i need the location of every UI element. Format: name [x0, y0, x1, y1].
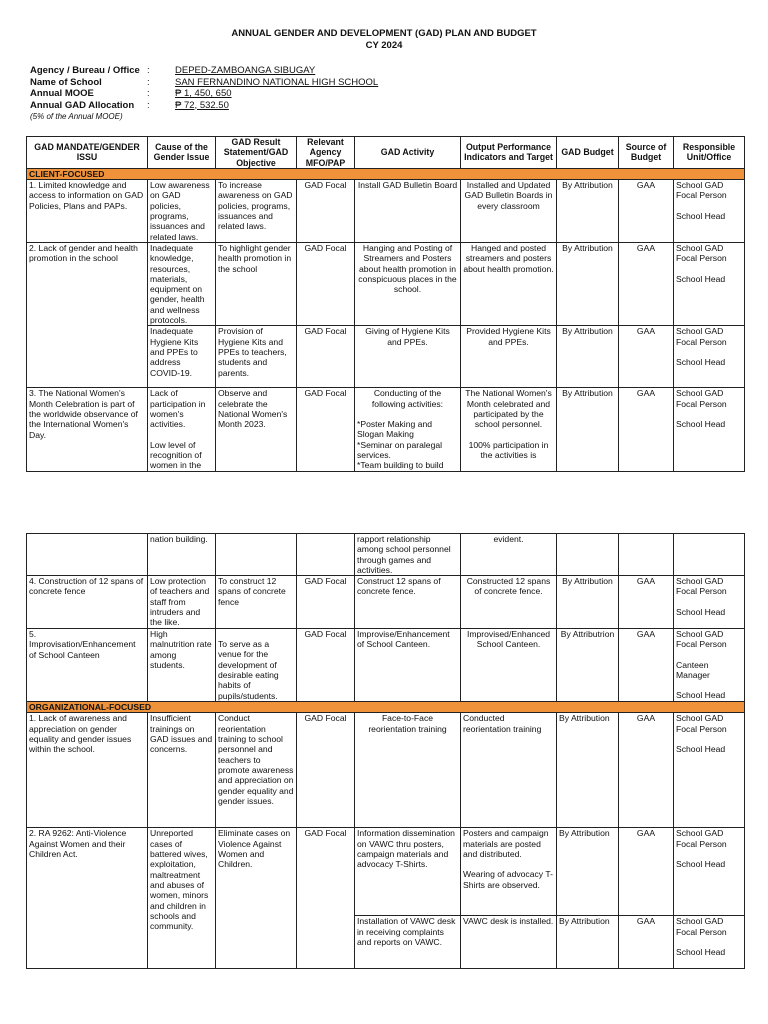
responsible-cell: [674, 629, 745, 702]
responsible-line: School GAD Focal Person: [676, 242, 727, 264]
info-row-school: [30, 77, 378, 89]
mandate-cell: 4. Construction of 12 spans of concrete fence: [27, 576, 148, 629]
table-row: [27, 180, 745, 243]
budget-cell: By Attribution: [557, 326, 619, 388]
agency-info: [30, 65, 378, 123]
responsible-cell: [674, 713, 745, 828]
mandate-cell: 2. RA 9262: Anti-Violence Against Women and their Children Act.: [27, 828, 148, 969]
column-header: Cause of the Gender Issue: [148, 137, 216, 169]
cause-cell: High malnutrition rate among students.: [148, 629, 216, 702]
activity-cell: Face-to-Face reorientation training: [355, 713, 461, 828]
responsible-cell: [674, 828, 745, 916]
objective-cell: Provision of Hygiene Kits and PPEs to teachers, students and parents.: [216, 326, 297, 388]
activity-cell: Giving of Hygiene Kits and PPEs.: [355, 326, 461, 388]
info-colon: :: [147, 65, 150, 76]
cause-cell: Inadequate knowledge, resources, materials, equipment on gender, health and wellness protocols.: [148, 242, 216, 325]
responsible-cell: [674, 388, 745, 472]
info-value: ₱ 72, 532.50: [175, 99, 229, 111]
cause-cell: Unreported cases of battered wives, exploitation, maltreatment and abuses of women, minors and children in schools and community.: [148, 828, 216, 969]
activity-cell: Install GAD Bulletin Board: [355, 180, 461, 243]
table-row: [27, 629, 745, 702]
source-cell: GAA: [619, 828, 674, 916]
cause-cell: Low awareness on GAD policies, programs, issuances and related laws.: [148, 180, 216, 243]
objective-line: To serve as a venue for the development of desirable eating habits of: [218, 639, 279, 691]
table-row: [27, 713, 745, 828]
info-value: ₱ 1, 450, 650: [175, 88, 232, 99]
output-line: Wearing of advocacy T-Shirts are observed.: [463, 869, 553, 890]
output-cell: [461, 388, 557, 472]
year-line: CY 2024: [365, 40, 403, 51]
responsible-line: School Head: [676, 744, 726, 755]
output-cell: Constructed 12 spans of concrete fence.: [461, 576, 557, 629]
activity-line: *Team building to build: [357, 460, 444, 471]
activity-line: *Poster Making and Slogan Making: [357, 418, 432, 440]
document-title: [0, 28, 768, 52]
mfo-cell: GAD Focal: [297, 576, 355, 629]
output-cell: evident.: [461, 534, 557, 576]
activity-cell: [355, 388, 461, 472]
cause-line: Lack of participation in women's activities.: [150, 388, 206, 430]
mfo-cell: GAD Focal: [297, 180, 355, 243]
objective-cell: Conduct reorientation training to school personnel and teachers to promote awareness and appreciation on gender equality and gender issues.: [216, 713, 297, 828]
output-cell: Improvised/Enhanced School Canteen.: [461, 629, 557, 702]
cause-line: Low level of recognition of women in the: [150, 439, 202, 471]
gad-table-page-2: [26, 533, 745, 969]
responsible-cell: [674, 326, 745, 388]
output-line: 100% participation in the activities is: [468, 439, 549, 460]
budget-cell: By Attribution: [557, 713, 619, 828]
source-cell: GAA: [619, 242, 674, 325]
column-header: Output Performance Indicators and Target: [461, 137, 557, 169]
source-cell: [619, 534, 674, 576]
responsible-cell: [674, 180, 745, 243]
source-cell: GAA: [619, 388, 674, 472]
budget-cell: By Attribution: [557, 388, 619, 472]
objective-cell: [216, 629, 297, 702]
activity-line: *Seminar on paralegal services.: [357, 439, 443, 460]
responsible-line: School Head: [676, 418, 726, 429]
responsible-cell: [674, 576, 745, 629]
cause-cell: Low protection of teachers and staff from intruders and the like.: [148, 576, 216, 629]
output-line: The National Women's Month celebrated and participated by the school personnel.: [465, 388, 552, 430]
objective-cell: To increase awareness on GAD policies, programs, issuances and related laws.: [216, 180, 297, 243]
source-cell: GAA: [619, 916, 674, 969]
column-header: Source of Budget: [619, 137, 674, 169]
responsible-line: School Head: [676, 947, 726, 958]
objective-cell: Eliminate cases on Violence Against Women and Children.: [216, 828, 297, 969]
activity-cell: rapport relationship among school personnel through games and activities.: [355, 534, 461, 576]
responsible-line: School GAD Focal Person: [676, 828, 727, 849]
mfo-cell: GAD Focal: [297, 388, 355, 472]
column-header: GAD MANDATE/GENDER ISSU: [27, 137, 148, 169]
responsible-cell: [674, 242, 745, 325]
responsible-cell: [674, 534, 745, 576]
mandate-cell: 3. The National Women's Month Celebration is part of the worldwide observance of the International Women's Day.: [27, 388, 148, 472]
responsible-line: Canteen Manager: [676, 659, 710, 681]
responsible-line: School GAD Focal Person: [676, 180, 727, 201]
budget-cell: By Attribution: [557, 576, 619, 629]
section-label: ORGANIZATIONAL-FOCUSED: [27, 702, 745, 713]
responsible-line: School Head: [676, 273, 726, 284]
responsible-line: School Head: [676, 356, 726, 367]
responsible-line: School GAD Focal Person: [676, 629, 727, 650]
info-value: SAN FERNANDINO NATIONAL HIGH SCHOOL: [175, 76, 379, 88]
gad-table-page-1: [26, 136, 745, 472]
responsible-line: School GAD Focal Person: [676, 388, 727, 409]
responsible-line: School GAD Focal Person: [676, 713, 727, 734]
info-value: DEPED-ZAMBOANGA SIBUGAY: [175, 65, 316, 76]
activity-cell: Installation of VAWC desk in receiving complaints and reports on VAWC.: [355, 916, 461, 969]
output-cell: VAWC desk is installed.: [461, 916, 557, 969]
info-colon: :: [147, 88, 150, 99]
activity-cell: Hanging and Posting of Streamers and Posters about health promotion in conspicuous places in the school.: [355, 242, 461, 325]
responsible-line: School Head: [676, 690, 726, 701]
column-header: Relevant Agency MFO/PAP: [297, 137, 355, 169]
responsible-line: School Head: [676, 210, 726, 221]
info-label: Annual MOOE: [30, 88, 94, 99]
info-row-mooe: [30, 88, 378, 100]
output-cell: Installed and Updated GAD Bulletin Boards in every classroom: [461, 180, 557, 243]
info-colon: :: [147, 99, 150, 111]
responsible-line: School GAD Focal Person: [676, 576, 727, 597]
info-colon: :: [147, 76, 150, 88]
section-label: CLIENT-FOCUSED: [27, 168, 745, 179]
output-line: Posters and campaign materials are posted and distributed.: [463, 828, 549, 860]
info-label: Agency / Bureau / Office: [30, 65, 140, 76]
budget-cell: By Attribution: [557, 916, 619, 969]
responsible-line: School GAD Focal Person: [676, 326, 727, 347]
info-row-allocation: [30, 100, 378, 112]
column-header: GAD Budget: [557, 137, 619, 169]
cause-cell: Insufficient trainings on GAD issues and concerns.: [148, 713, 216, 828]
mandate-cell: [27, 534, 148, 576]
objective-cell: [216, 534, 297, 576]
mfo-cell: GAD Focal: [297, 242, 355, 325]
mfo-cell: GAD Focal: [297, 713, 355, 828]
table-row: [27, 576, 745, 629]
objective-cell: To construct 12 spans of concrete fence: [216, 576, 297, 629]
column-header: GAD Activity: [355, 137, 461, 169]
budget-cell: [557, 534, 619, 576]
mandate-cell: 1. Limited knowledge and access to information on GAD Policies, Plans and PAPs.: [27, 180, 148, 243]
section-row-organizational: [27, 702, 745, 713]
budget-cell: By Attribution: [557, 180, 619, 243]
mfo-cell: GAD Focal: [297, 326, 355, 388]
budget-cell: By Attribution: [557, 828, 619, 916]
budget-cell: By Attributrion: [557, 629, 619, 702]
mfo-cell: GAD Focal: [297, 828, 355, 969]
mandate-cell: 5. Improvisation/Enhancement of School Canteen: [27, 629, 148, 702]
table-row: [27, 242, 745, 325]
allocation-note: (5% of the Annual MOOE): [30, 112, 123, 121]
mandate-cell: 1. Lack of awareness and appreciation on gender equality and gender issues within the school.: [27, 713, 148, 828]
output-cell: [461, 828, 557, 916]
mfo-cell: GAD Focal: [297, 629, 355, 702]
objective-cell: To highlight gender health promotion in the school: [216, 242, 297, 325]
column-header: GAD Result Statement/GAD Objective: [216, 137, 297, 169]
column-header: Responsible Unit/Office: [674, 137, 745, 169]
table-row: [27, 388, 745, 472]
output-cell: Hanged and posted streamers and posters about health promotion.: [461, 242, 557, 325]
cause-cell: Inadequate Hygiene Kits and PPEs to address COVID-19.: [148, 326, 216, 388]
responsible-line: School Head: [676, 606, 726, 617]
section-row-client: [27, 168, 745, 179]
output-cell: Conducted reorientation training: [461, 713, 557, 828]
source-cell: GAA: [619, 629, 674, 702]
output-cell: Provided Hygiene Kits and PPEs.: [461, 326, 557, 388]
responsible-line: School Head: [676, 859, 726, 870]
responsible-line: School GAD Focal Person: [676, 916, 727, 937]
budget-cell: By Attribution: [557, 242, 619, 325]
info-label: Name of School: [30, 76, 102, 88]
mfo-cell: [297, 534, 355, 576]
info-row-agency: [30, 65, 378, 77]
responsible-cell: [674, 916, 745, 969]
activity-line: Conducting of the following activities:: [371, 388, 444, 409]
source-cell: GAA: [619, 326, 674, 388]
source-cell: GAA: [619, 576, 674, 629]
activity-cell: Information dissemination on VAWC thru posters, campaign materials and advocacy T-Shirts.: [355, 828, 461, 916]
table-row: [27, 828, 745, 916]
objective-cell: Observe and celebrate the National Women's Month 2023.: [216, 388, 297, 472]
source-cell: GAA: [619, 713, 674, 828]
activity-cell: Improvise/Enhancement of School Canteen.: [355, 629, 461, 702]
table-row: [27, 534, 745, 576]
info-label: Annual GAD Allocation: [30, 99, 135, 111]
mandate-cell: 2. Lack of gender and health promotion in the school: [27, 242, 148, 387]
cause-cell: nation building.: [148, 534, 216, 576]
activity-cell: Construct 12 spans of concrete fence.: [355, 576, 461, 629]
table-header-row: [27, 137, 745, 169]
title-line: ANNUAL GENDER AND DEVELOPMENT (GAD) PLAN AND BUDGET: [231, 28, 537, 39]
objective-line: pupils/students.: [218, 690, 278, 701]
source-cell: GAA: [619, 180, 674, 243]
cause-cell: [148, 388, 216, 472]
